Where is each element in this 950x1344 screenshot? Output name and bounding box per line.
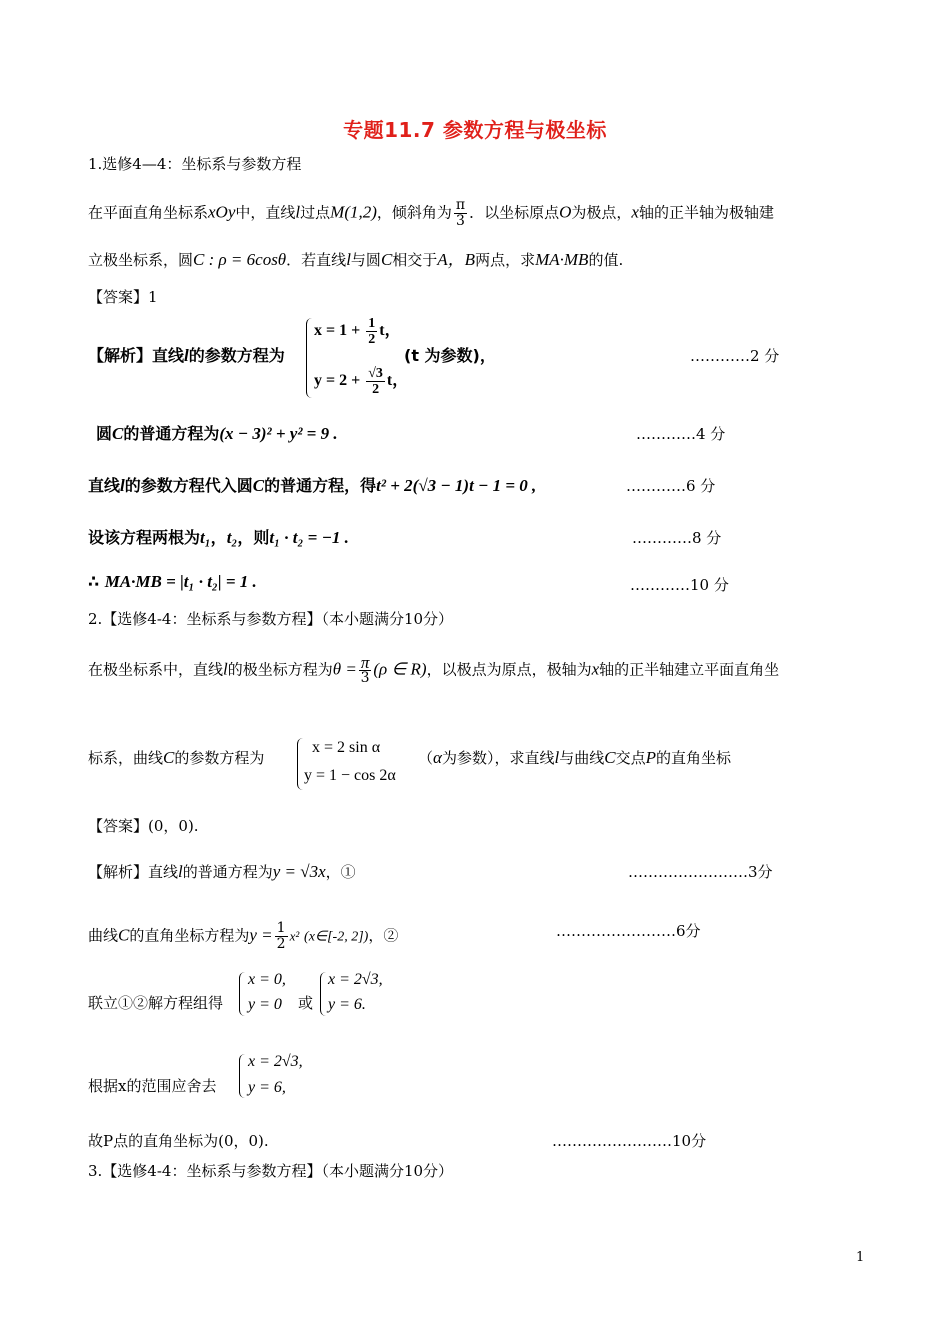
q1-stem-line2: 立极坐标系，圆C : ρ = 6cosθ．若直线l与圆C相交于A，B两点，求MA·MB的值. <box>88 250 624 269</box>
q1-solution-5: ∴ MA·MB = |t₁ · t₂| = 1 . <box>88 572 257 591</box>
q2-sol3-eq2: y = 0 <box>248 996 282 1013</box>
q1-system-eq2: y = 2 + $\frac{√3}{2}$ t， <box>314 366 409 397</box>
page-number: 1 <box>856 1250 865 1265</box>
q2-solution-5: 故P点的直角坐标为(0，0). <box>88 1132 269 1150</box>
q2-stem-line1: 在极坐标系中，直线l的极坐标方程为θ = $\frac{\pi}{3}$ (ρ ∈ R)，以极点为原点，极轴为x轴的正半轴建立平面直角坐 <box>88 653 780 686</box>
q1-score-1: …………2 分 <box>690 347 780 365</box>
q2-sol3-brace-1 <box>239 972 245 1016</box>
q2-stem-line2a: 标系，曲线C的参数方程为 <box>88 748 265 767</box>
q2-system-eq1: x = 2 sin α <box>312 739 381 756</box>
q2-sol3-eq3: x = 2√3, <box>328 971 383 988</box>
q2-score-5: ……………………10分 <box>552 1132 707 1150</box>
q2-score-2: ……………………6分 <box>556 922 701 940</box>
q2-solution-2: 曲线C的直角坐标方程为y = $\frac{1}{2}$ x² (x∈[-2, 2])，② <box>88 920 399 952</box>
q1-solution-1: 【解析】直线l的参数方程为 <box>88 346 285 365</box>
q2-system-brace <box>297 738 304 790</box>
q2-sol3-eq4: y = 6. <box>328 996 366 1013</box>
q1-system-eq1: x = 1 + $\frac{1}{2}$ t， <box>314 316 401 347</box>
q2-heading: 2.【选修4-4：坐标系与参数方程】（本小题满分10分） <box>88 610 454 628</box>
q2-solution-4-label: 根据x的范围应舍去 <box>88 1077 217 1095</box>
q1-score-5: …………10 分 <box>630 576 729 594</box>
q2-sol4-eq2: y = 6, <box>248 1079 286 1096</box>
q1-score-2: …………4 分 <box>636 425 726 443</box>
q2-solution-1: 【解析】直线l的普通方程为y = √3x，① <box>88 862 356 881</box>
q1-score-3: …………6 分 <box>626 477 716 495</box>
q2-answer: 【答案】(0，0). <box>88 817 199 835</box>
q1-param-note: (t 为参数)， <box>404 346 496 365</box>
q2-sol3-or: 或 <box>298 994 314 1012</box>
q2-stem-line2b: （α为参数），求直线l与曲线C交点P的直角坐标 <box>418 748 731 767</box>
q1-answer: 【答案】1 <box>88 288 158 306</box>
q1-heading: 1.选修4—4：坐标系与参数方程 <box>88 155 302 173</box>
q2-system-eq2: y = 1 − cos 2α <box>304 767 396 784</box>
q1-score-4: …………8 分 <box>632 529 722 547</box>
q2-sol3-eq1: x = 0, <box>248 971 286 988</box>
q2-score-1: ……………………3分 <box>628 863 773 881</box>
q1-system-brace <box>306 318 313 398</box>
q2-solution-3-label: 联立①②解方程组得 <box>88 994 224 1012</box>
q2-sol3-brace-2 <box>320 972 326 1016</box>
q1-solution-4: 设该方程两根为t₁，t₂，则t₁ · t₂ = −1 . <box>88 528 349 547</box>
q3-heading: 3.【选修4-4：坐标系与参数方程】（本小题满分10分） <box>88 1162 454 1180</box>
q1-solution-3: 直线l的参数方程代入圆C的普通方程，得t² + 2(√3 − 1)t − 1 = 0 , <box>88 476 537 495</box>
q1-stem-line1: 在平面直角坐标系xOy中，直线l过点M(1,2)，倾斜角为 $\frac{\pi}{3}$ ．以坐标原点O为极点，x轴的正半轴为极轴建 <box>88 197 774 229</box>
q2-sol4-brace <box>239 1054 245 1098</box>
q1-solution-2: 圆C的普通方程为(x − 3)² + y² = 9 . <box>96 424 338 443</box>
q2-sol4-eq1: x = 2√3, <box>248 1053 303 1070</box>
page-title: 专题11.7 参数方程与极坐标 <box>343 118 607 142</box>
